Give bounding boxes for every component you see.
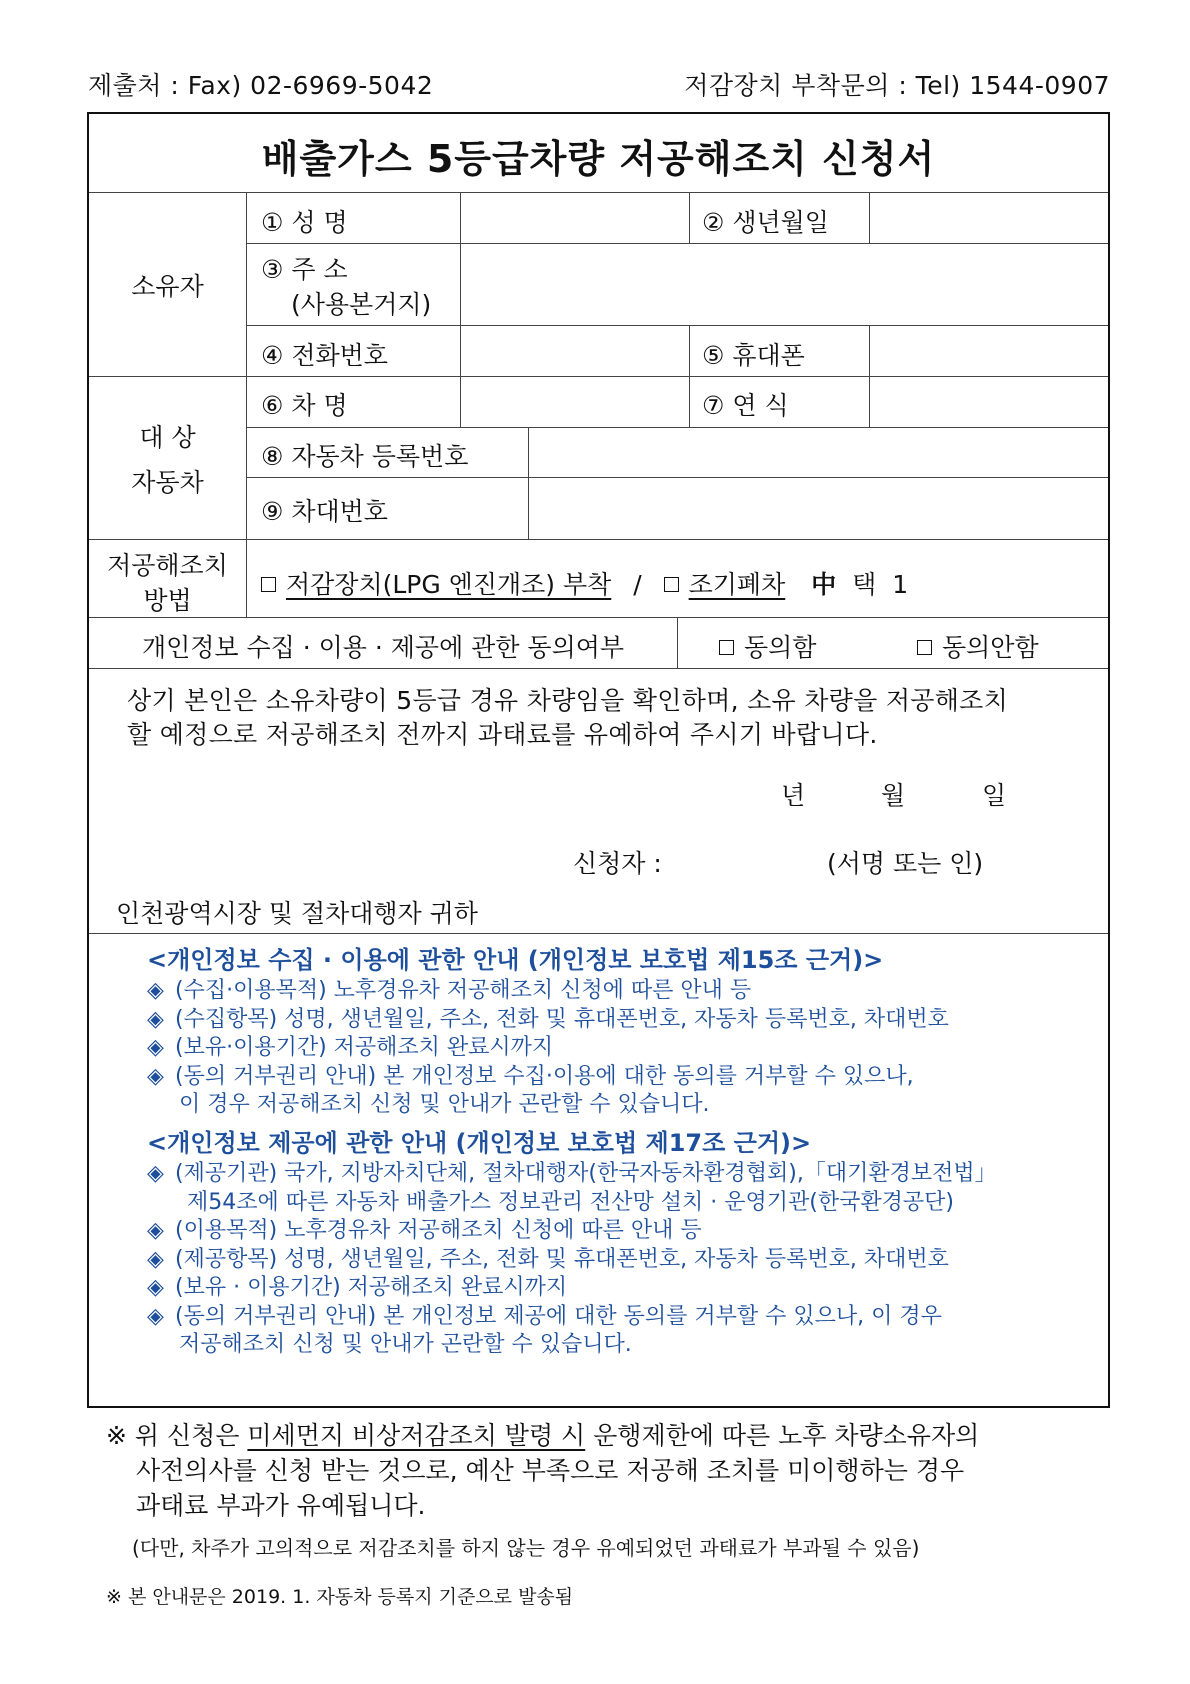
owner-section-label: 소유자 (131, 272, 204, 301)
list-item: ◈ (수집·이용목적) 노후경유차 저공해조치 신청에 따른 안내 등 (147, 977, 949, 1006)
inquiry-tel: 저감장치 부착문의 : Tel) 1544-0907 (684, 71, 1110, 100)
diamond-icon: ◈ (147, 1161, 164, 1186)
row-divider (89, 617, 1108, 618)
choose-mark: 中 (811, 570, 837, 599)
diamond-icon: ◈ (147, 1035, 164, 1060)
retrofit-option: 저감장치(LPG 엔진개조) 부착 (286, 570, 612, 599)
list-item-continuation: 제54조에 따른 자동차 배출가스 정보관리 전산망 설치 · 운영기관(한국환경공단) (187, 1189, 954, 1215)
address-field[interactable] (460, 244, 1108, 325)
phone-label: ④ 전화번호 (261, 341, 388, 370)
phone-field[interactable] (460, 326, 689, 376)
model-year-label: ⑦ 연 식 (702, 391, 789, 420)
diamond-icon: ◈ (147, 1246, 164, 1272)
diamond-icon: ◈ (147, 1218, 164, 1243)
footer-sending-note: ※ 본 안내문은 2019. 1. 자동차 등록지 기준으로 발송됨 (106, 1586, 574, 1608)
agree-label: 동의함 (744, 633, 817, 662)
statement-line-1: 상기 본인은 소유차량이 5등급 경유 차량임을 확인하며, 소유 차량을 저공해조치 (127, 686, 1009, 715)
col-divider (689, 325, 690, 427)
consent-label: 개인정보 수집 · 이용 · 제공에 관한 동의여부 (141, 633, 625, 662)
vin-label: ⑨ 차대번호 (261, 497, 388, 526)
address-label: ③ 주 소 (261, 255, 348, 284)
consent-disagree[interactable] (917, 628, 1039, 664)
collection-heading: <개인정보 수집 · 이용에 관한 안내 (개인정보 보호법 제15조 근거)> (147, 946, 884, 974)
statement-line-2: 할 예정으로 저공해조치 전까지 과태료를 유예하여 주시기 바랍니다. (127, 720, 878, 749)
col-divider (246, 192, 247, 617)
model-year-field[interactable] (869, 377, 1108, 427)
signature-label: (서명 또는 인) (827, 849, 984, 878)
submission-fax: 제출처 : Fax) 02-6969-5042 (88, 71, 434, 100)
col-divider (689, 192, 690, 243)
diamond-icon: ◈ (147, 978, 164, 1003)
choose-one: 택 1 (852, 570, 913, 599)
vehicle-section-label: 대 상 (139, 423, 196, 452)
option-separator: / (633, 570, 642, 599)
address-sub-label: (사용본거지) (291, 290, 432, 319)
birthdate-field[interactable] (869, 193, 1108, 243)
early-scrap-option: 조기폐차 (688, 570, 786, 599)
applicant-label: 신청자 : (573, 849, 662, 878)
footer-line-2: 사전의사를 신청 받는 것으로, 예산 부족으로 저공해 조치를 미이행하는 경우 (136, 1456, 965, 1485)
disagree-label: 동의안함 (942, 633, 1039, 662)
car-model-field[interactable] (460, 377, 689, 427)
vin-field[interactable] (528, 478, 1108, 539)
month-label: 월 (881, 781, 906, 810)
list-item: ◈ (수집항목) 성명, 생년월일, 주소, 전화 및 휴대폰번호, 자동차 등록번호, 차대번호 (147, 1006, 949, 1035)
list-item: ◈ (이용목적) 노후경유차 저공해조치 신청에 따른 안내 등 (147, 1217, 997, 1246)
row-divider (89, 539, 1108, 540)
name-label: ① 성 명 (261, 208, 348, 237)
name-field[interactable] (460, 193, 689, 243)
footer-line-3: 과태료 부과가 유예됩니다. (136, 1491, 426, 1520)
list-item-continuation: 저공해조치 신청 및 안내가 곤란할 수 있습니다. (179, 1332, 632, 1357)
agree-checkbox[interactable] (719, 640, 734, 655)
provision-notice (147, 1126, 997, 1360)
list-item: ◈ (동의 거부권리 안내) 본 개인정보 수집·이용에 대한 동의를 거부할 수 있으나, (147, 1063, 949, 1092)
footer-notice (106, 1418, 979, 1523)
birthdate-label: ② 생년월일 (702, 208, 829, 237)
list-item: ◈ (보유 · 이용기간) 저공해조치 완료시까지 (147, 1274, 997, 1303)
footer-exception: (다만, 차주가 고의적으로 저감조치를 하지 않는 경우 유예되었던 과태료가 부과될 수 있음) (132, 1536, 920, 1560)
registration-label: ⑧ 자동차 등록번호 (261, 442, 469, 471)
year-label: 년 (781, 781, 806, 810)
row-divider (89, 668, 1108, 669)
retrofit-checkbox[interactable] (261, 577, 276, 592)
consent-agree[interactable] (719, 628, 816, 664)
application-form (87, 112, 1110, 1408)
registration-field[interactable] (528, 428, 1108, 477)
footer-line-1: 운행제한에 따른 노후 차량소유자의 (593, 1421, 980, 1450)
method-options (261, 565, 912, 601)
car-model-label: ⑥ 차 명 (261, 391, 348, 420)
disagree-checkbox[interactable] (917, 640, 932, 655)
row-divider (89, 933, 1108, 934)
method-label: 저공해조치 (107, 551, 228, 580)
early-scrap-checkbox[interactable] (664, 577, 679, 592)
footer-mark: ※ 위 신청은 (106, 1421, 240, 1450)
form-title: 배출가스 5등급차량 저공해조치 신청서 (261, 137, 936, 181)
list-item: ◈ (보유·이용기간) 저공해조치 완료시까지 (147, 1034, 949, 1063)
list-item: ◈ (제공기관) 국가, 지방자치단체, 절차대행자(한국자동차환경협회),「대기환경보전법」 (147, 1160, 997, 1189)
footer-underlined: 미세먼지 비상저감조치 발령 시 (247, 1421, 586, 1450)
list-item: ◈ (동의 거부권리 안내) 본 개인정보 제공에 대한 동의를 거부할 수 있으나, 이 경우 (147, 1303, 997, 1332)
mobile-label: ⑤ 휴대폰 (702, 341, 805, 370)
diamond-icon: ◈ (147, 1063, 164, 1089)
vehicle-section-label-2: 자동차 (131, 468, 204, 497)
day-label: 일 (982, 781, 1007, 810)
collection-notice (147, 943, 949, 1120)
mobile-field[interactable] (869, 326, 1108, 376)
list-item-continuation: 이 경우 저공해조치 신청 및 안내가 곤란할 수 있습니다. (179, 1092, 710, 1117)
method-label-2: 방법 (143, 586, 192, 615)
diamond-icon: ◈ (147, 1303, 164, 1329)
col-divider (677, 617, 678, 668)
list-item: ◈ (제공항목) 성명, 생년월일, 주소, 전화 및 휴대폰번호, 자동차 등록번호, 차대번호 (147, 1246, 997, 1275)
diamond-icon: ◈ (147, 1275, 164, 1300)
diamond-icon: ◈ (147, 1006, 164, 1032)
addressee: 인천광역시장 및 절차대행자 귀하 (116, 899, 478, 928)
provision-heading: <개인정보 제공에 관한 안내 (개인정보 보호법 제17조 근거)> (147, 1129, 812, 1157)
